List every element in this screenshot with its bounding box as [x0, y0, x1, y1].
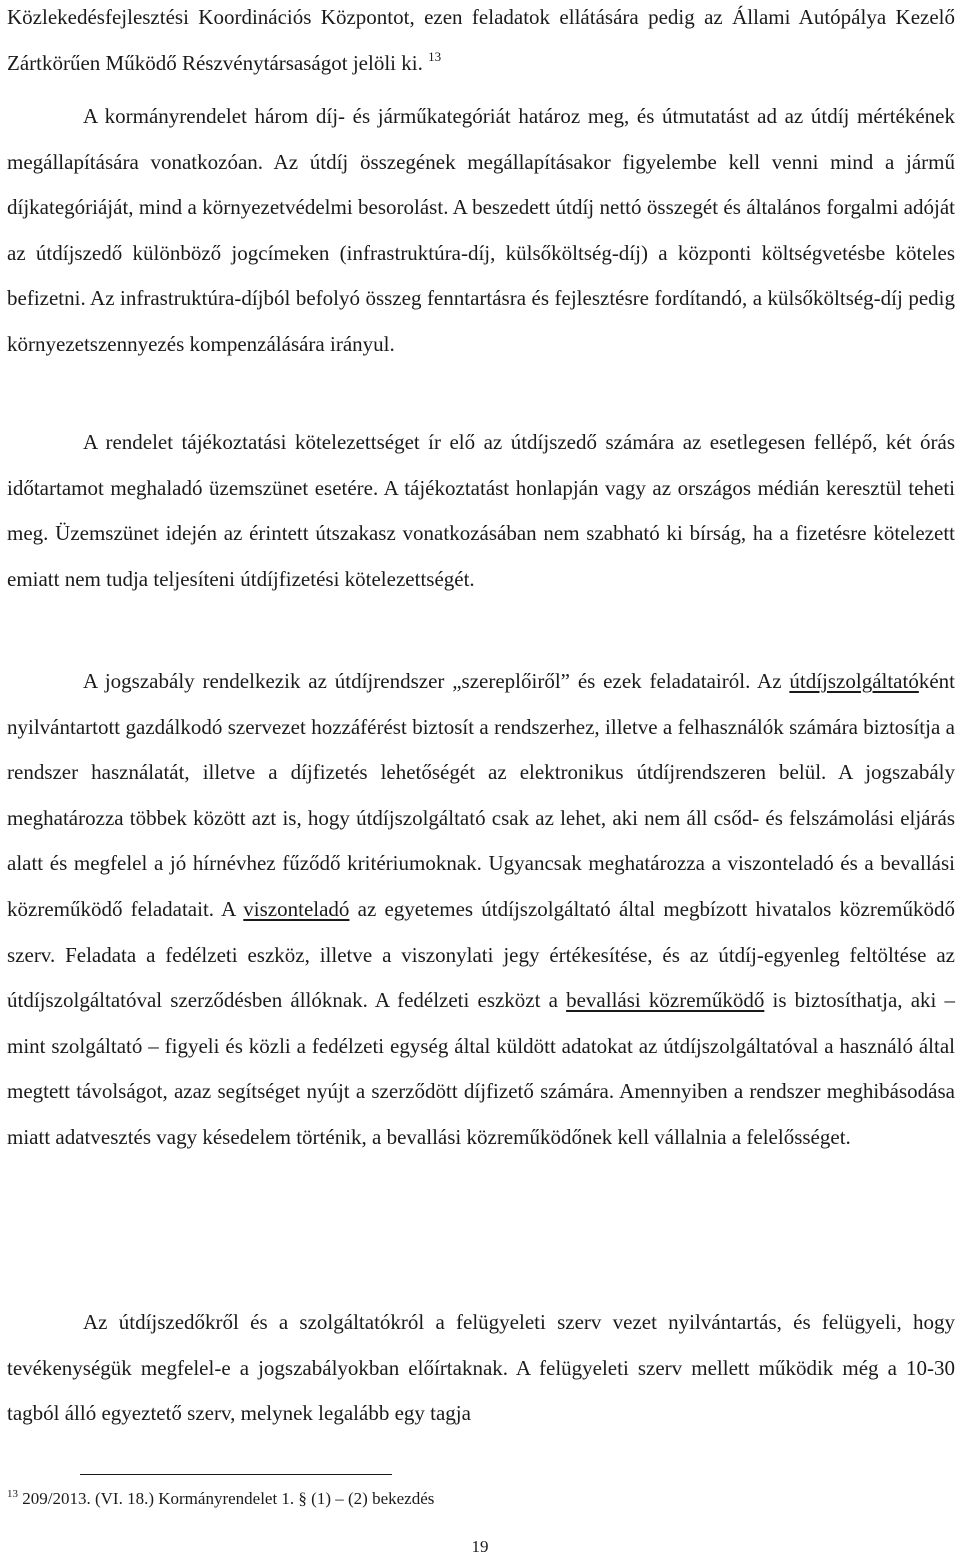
footnote: [7, 1488, 434, 1510]
paragraph-1-text: Közlekedésfejlesztési Koordinációs Központot, ezen feladatok ellátására pedig az Állami Autópálya Kezelő Zártkörűen Működő Részvénytársaságot jelöli ki.: [7, 5, 955, 75]
footnote-number: 13: [7, 1488, 18, 1500]
paragraph-4-text-3: az egyetemes útdíjszolgáltató által megbízott hivatalos közreműködő szerv. Feladata a fedélzeti eszköz, illetve a viszonylati jegy értékesítése, és az útdíj-egyenleg feltöltése az útdíjszolgáltatóval szerződésben állóknak. A fedélzeti eszközt a: [7, 896, 956, 1013]
paragraph-4-text-1: A jogszabály rendelkezik az útdíjrendszer „szereplőiről” és ezek feladatairól. Az: [83, 669, 790, 693]
paragraph-2: A kormányrendelet három díj- és járműkategóriát határoz meg, és útmutatást ad az útdíj mértékének megállapítására vonatkozóan. Az útdíj összegének megállapításakor figyelembe kell venni mind a jármű díjkategóriáját, mind a környezetvédelmi besorolást. A beszedett útdíj nettó összegét és általános forgalmi adóját az útdíjszedő különböző jogcímeken (infrastruktúra-díj, külsőköltség-díj) a központi költségvetésbe köteles befizetni. Az infrastruktúra-díjból befolyó összeg fenntartásra és fejlesztésre fordítandó, a külsőköltség-díj pedig környezetszennyezés kompenzálására irányul.: [7, 104, 955, 356]
page-number: 19: [471, 1537, 489, 1556]
term-viszontelado: viszonteladó: [243, 896, 350, 921]
paragraph-4-text-2: ként nyilvántartott gazdálkodó szervezet hozzáférést biztosít a rendszerhez, illetve a felhasználók számára biztosítja a rendszer használatát, illetve a díjfizetés lehetőségét az elektronikus útdíjrendszeren belül. A jogszabály meghatározza többek között azt is, hogy útdíjszolgáltató csak az lehet, aki nem áll csőd- és felszámolási eljárás alatt és megfelel a jó hírnévhez fűződő kritériumoknak. Ugyancsak meghatározza a viszonteladó és a bevallási közreműködő feladatait. A: [7, 669, 955, 921]
paragraph-4: [7, 659, 955, 1161]
paragraph-4-text-4: is biztosíthatja, aki – mint szolgáltató – figyeli és közli a fedélzeti egység által küldött adatokat az útdíjszolgáltatóval a használó által megtett távolságot, azaz segítséget nyújt a szerződött díjfizető számára. Amennyiben a rendszer meghibásodása miatt adatvesztés vagy késedelem történik, a bevallási közreműködőnek kell vállalnia a felelősséget.: [7, 988, 956, 1149]
term-bevallasi-kozremukodo: bevallási közreműködő: [566, 988, 765, 1013]
footnote-reference[interactable]: 13: [428, 48, 442, 64]
paragraph-3: A rendelet tájékoztatási kötelezettséget ír elő az útdíjszedő számára az esetlegesen fellépő, két órás időtartamot meghaladó üzemszünet esetére. A tájékoztatást honlapján vagy az országos médián keresztül teheti meg. Üzemszünet idején az érintett útszakasz vonatkozásában nem szabható ki bírság, ha a fizetésre kötelezett emiatt nem tudja teljesíteni útdíjfizetési kötelezettségét.: [7, 430, 955, 591]
paragraph-1: [7, 0, 955, 86]
paragraph-5: Az útdíjszedőkről és a szolgáltatókról a felügyeleti szerv vezet nyilvántartás, és felügyeli, hogy tevékenységük megfelel-e a jogszabályokban előírtaknak. A felügyeleti szerv mellett működik még a 10-30 tagból álló egyeztető szerv, melynek legalább egy tagja: [7, 1310, 955, 1426]
term-utdijszolgaltato: útdíjszolgáltató: [789, 669, 919, 693]
footnote-text: 209/2013. (VI. 18.) Kormányrendelet 1. § (1) – (2) bekezdés: [22, 1489, 435, 1508]
footnote-separator: [80, 1474, 392, 1475]
